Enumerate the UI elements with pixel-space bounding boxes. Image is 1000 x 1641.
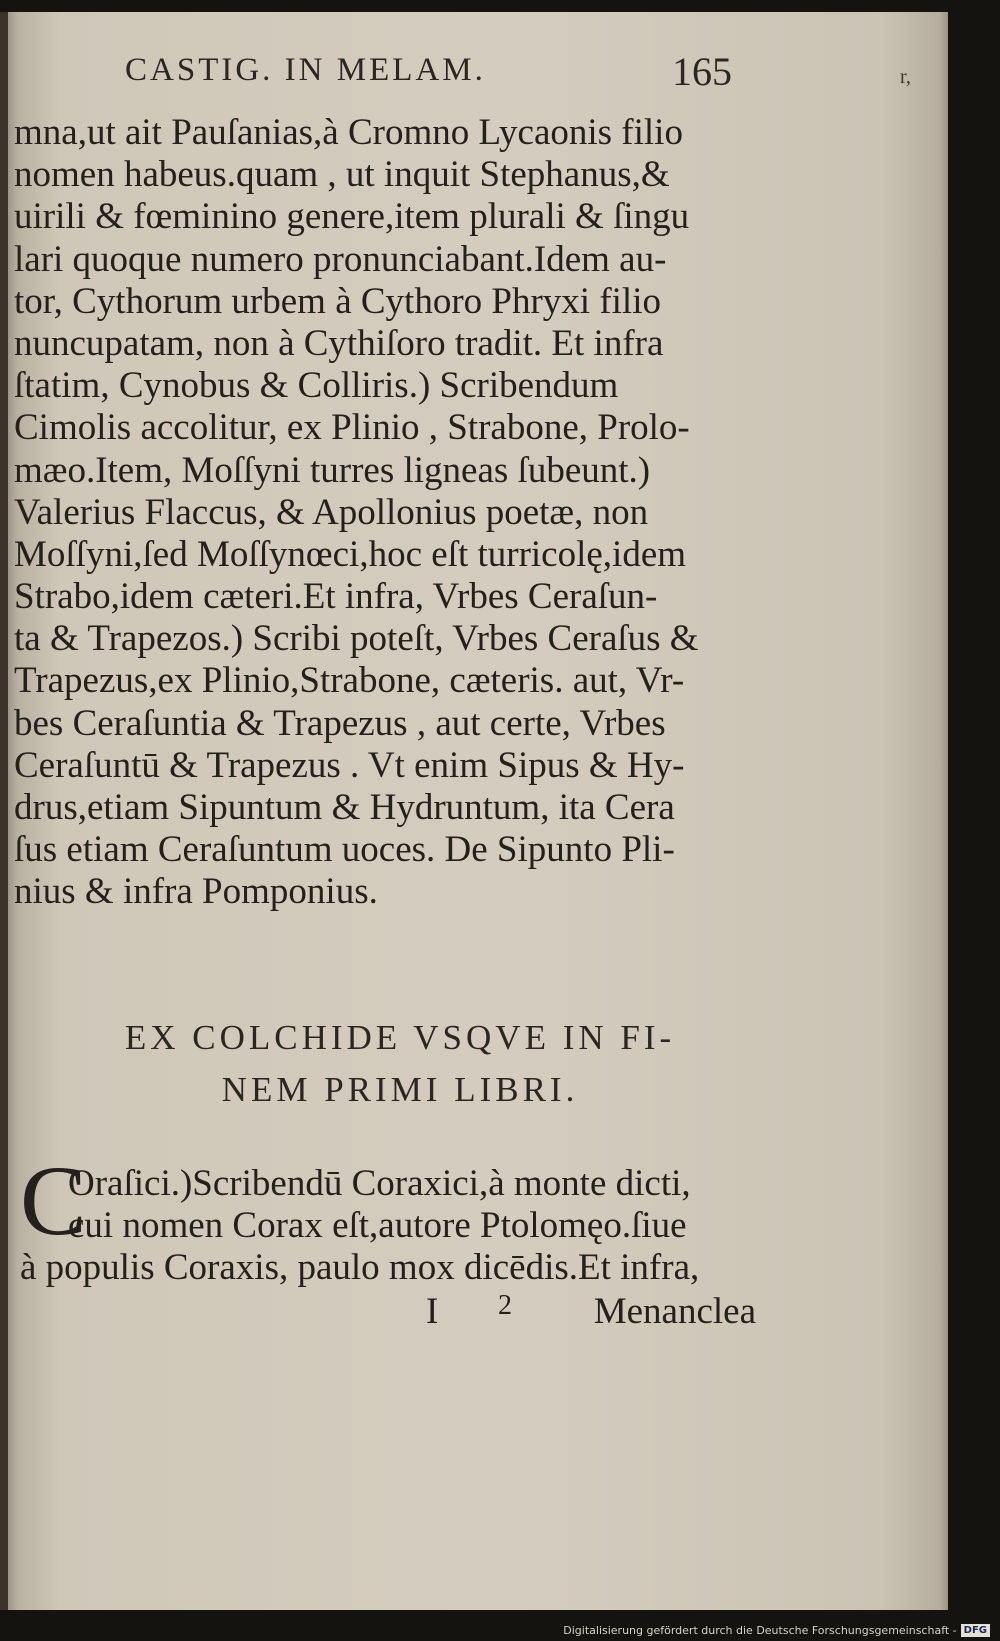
catchline <box>426 1290 756 1336</box>
text-line: Moſſyni,ſed Moſſynœci,hoc eſt turricolę,idem <box>14 533 687 575</box>
text-line: mna,ut ait Pauſanias,à Cromno Lycaonis filio <box>14 112 683 153</box>
text-line: cui nomen Corax eſt,autore Ptolomęo.ſiue <box>68 1205 687 1247</box>
paragraph-2 <box>20 1145 755 1289</box>
dfg-logo: DFG <box>961 1624 990 1637</box>
page-number: 165 <box>672 49 732 94</box>
text-line: nius & infra Pomponius. <box>14 871 378 913</box>
text-line: nomen habeus.quam , ut inquit Stephanus,& <box>14 154 670 196</box>
text-line: uirili & fœminino genere,item plurali & ſingu <box>14 196 690 238</box>
catchword: Menanclea <box>593 1291 756 1332</box>
running-head: CASTIG. IN MELAM. <box>125 52 486 88</box>
text-line: Valerius Flaccus, & Apollonius poetæ, non <box>14 491 649 533</box>
page-binding-edge <box>0 12 8 1610</box>
section-heading-line-1: EX COLCHIDE VSQVE IN FI- <box>124 1018 676 1057</box>
signature-number: 2 <box>498 1290 512 1321</box>
paragraph-1 <box>14 112 749 914</box>
text-line: Strabo,idem cæteri.Et infra, Vrbes Ceraſun- <box>14 576 658 618</box>
credit-text: Digitalisierung gefördert durch die Deutsche Forschungsgemeinschaft - <box>563 1623 957 1637</box>
text-line: Cimolis accolitur, ex Plinio , Strabone, Prolo- <box>14 407 690 449</box>
text-line: Ceraſuntū & Trapezus . Vt enim Sipus & Hy- <box>14 744 685 786</box>
text-line: lari quoque numero pronunciabant.Idem au- <box>14 238 667 280</box>
text-line: à populis Coraxis, paulo mox dicēdis.Et infra, <box>20 1247 700 1289</box>
text-line: mæo.Item, Moſſyni turres ligneas ſubeunt.) <box>14 449 651 491</box>
section-heading <box>50 1012 750 1116</box>
text-line: nuncupatam, non à Cythiſoro tradit. Et infra <box>14 322 664 364</box>
digitization-credit <box>563 1622 990 1638</box>
signature-mark: I <box>426 1291 439 1332</box>
text-line: ta & Trapezos.) Scribi poteſt, Vrbes Ceraſus & <box>14 618 699 660</box>
margin-mark: r, <box>900 66 911 88</box>
text-line: drus,etiam Sipuntum & Hydruntum, ita Cera <box>14 787 675 828</box>
text-line: ſus etiam Ceraſuntum uoces. De Sipunto Pli- <box>14 829 675 871</box>
text-line: bes Ceraſuntia & Trapezus , aut certe, Vrbes <box>14 702 666 744</box>
text-line: Oraſici.)Scribendū Coraxici,à monte dicti, <box>68 1163 691 1204</box>
text-line: tor, Cythorum urbem à Cythoro Phryxi filio <box>14 280 661 322</box>
text-line: ſtatim, Cynobus & Colliris.) Scribendum <box>14 365 619 407</box>
text-line: Trapezus,ex Plinio,Strabone, cæteris. aut, Vr- <box>14 660 685 702</box>
section-heading-line-2: NEM PRIMI LIBRI. <box>221 1070 579 1109</box>
drop-capital: C <box>20 1145 87 1256</box>
